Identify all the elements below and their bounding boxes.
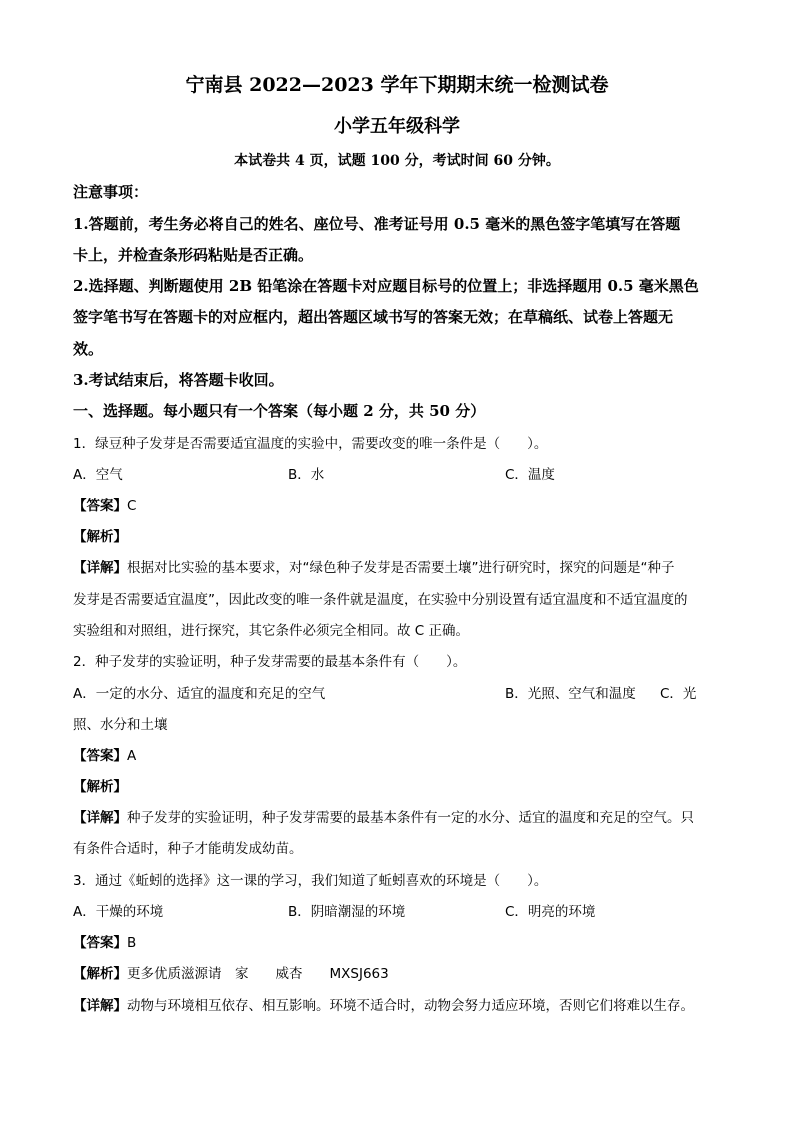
q2-stem: 2．种子发芽的实验证明，种子发芽需要的最基本条件有（ ）。 bbox=[73, 654, 467, 670]
notice-heading: 注意事项： bbox=[73, 183, 149, 201]
notice-item-2-line-3: 效。 bbox=[73, 340, 104, 358]
detail-text: 动物与环境相互依存、相互影响。环境不适合时，动物会努力适应环境，否则它们将难以生存。 bbox=[127, 998, 694, 1014]
answer-value: C bbox=[127, 498, 137, 514]
q3-answer bbox=[73, 931, 723, 951]
notice-item-3: 3.考试结束后，将答题卡收回。 bbox=[73, 371, 284, 389]
detail-text: 根据对比实验的基本要求，对“绿色种子发芽是否需要土壤”进行研究时，探究的问题是“种子 bbox=[127, 560, 675, 576]
q3-option-a: A．干燥的环境 bbox=[73, 904, 164, 920]
answer-label: 【答案】 bbox=[73, 498, 127, 514]
notice-item-1-line-1: 1.答题前，考生务必将自己的姓名、座位号、准考证号用 0.5 毫米的黑色签字笔填写在答题 bbox=[73, 215, 681, 233]
exam-title: 宁南县 2022—2023 学年下期期末统一检测试卷 bbox=[185, 74, 609, 96]
detail-label: 【详解】 bbox=[73, 998, 127, 1014]
q2-detail-line-2: 有条件合适时，种子才能萌发成幼苗。 bbox=[73, 841, 303, 857]
detail-text: 种子发芽的实验证明，种子发芽需要的最基本条件有一定的水分、适宜的温度和充足的空气。只 bbox=[127, 810, 694, 826]
q3-option-b: B．阴暗潮湿的环境 bbox=[288, 904, 406, 920]
notice-item-2-line-1: 2.选择题、判断题使用 2B 铅笔涂在答题卡对应题目标号的位置上；非选择题用 0.5 毫米黑色 bbox=[73, 277, 699, 295]
analysis-text: 更多优质滋源请 家 威杏 MXSJ663 bbox=[127, 966, 389, 982]
answer-label: 【答案】 bbox=[73, 935, 127, 951]
notice-item-2-line-2: 签字笔书写在答题卡的对应框内，超出答题区域书写的答案无效；在草稿纸、试卷上答题无 bbox=[73, 308, 674, 326]
answer-value: B bbox=[127, 935, 137, 951]
answer-label: 【答案】 bbox=[73, 748, 127, 764]
q3-detail-line-1 bbox=[73, 994, 723, 1014]
q1-detail-line-3: 实验组和对照组，进行探究，其它条件必须完全相同。故 C 正确。 bbox=[73, 623, 470, 639]
exam-subtitle: 小学五年级科学 bbox=[334, 116, 460, 137]
q2-option-c-part-1: C．光 bbox=[660, 686, 697, 702]
q1-option-a: A．空气 bbox=[73, 467, 123, 483]
analysis-label: 【解析】 bbox=[73, 966, 127, 982]
q3-analysis bbox=[73, 962, 723, 982]
q2-option-a: A．一定的水分、适宜的温度和充足的空气 bbox=[73, 686, 326, 702]
q2-analysis-label: 【解析】 bbox=[73, 779, 127, 795]
detail-label: 【详解】 bbox=[73, 560, 127, 576]
answer-value: A bbox=[127, 748, 137, 764]
notice-item-1-line-2: 卡上，并检查条形码粘贴是否正确。 bbox=[73, 246, 314, 264]
detail-label: 【详解】 bbox=[73, 810, 127, 826]
q2-option-c-part-2: 照、水分和土壤 bbox=[73, 717, 168, 733]
q1-analysis-label: 【解析】 bbox=[73, 529, 127, 545]
q3-option-c: C．明亮的环境 bbox=[505, 904, 596, 920]
section-1-heading: 一、选择题。每小题只有一个答案（每小题 2 分，共 50 分） bbox=[73, 402, 486, 420]
q1-detail-line-2: 发芽是否需要适宜温度”，因此改变的唯一条件就是温度，在实验中分别设置有适宜温度和不适宜温度的 bbox=[73, 592, 688, 608]
exam-info: 本试卷共 4 页，试题 100 分，考试时间 60 分钟。 bbox=[234, 153, 560, 169]
q2-option-b: B．光照、空气和温度 bbox=[505, 686, 636, 702]
q1-answer bbox=[73, 494, 723, 514]
q1-detail-line-1 bbox=[73, 556, 723, 576]
q2-detail-line-1 bbox=[73, 806, 723, 826]
q1-option-c: C．温度 bbox=[505, 467, 555, 483]
q3-stem: 3．通过《蚯蚓的选择》这一课的学习，我们知道了蚯蚓喜欢的环境是（ ）。 bbox=[73, 873, 548, 889]
q1-stem: 1．绿豆种子发芽是否需要适宜温度的实验中，需要改变的唯一条件是（ ）。 bbox=[73, 436, 548, 452]
q2-answer bbox=[73, 744, 723, 764]
q1-option-b: B．水 bbox=[288, 467, 325, 483]
